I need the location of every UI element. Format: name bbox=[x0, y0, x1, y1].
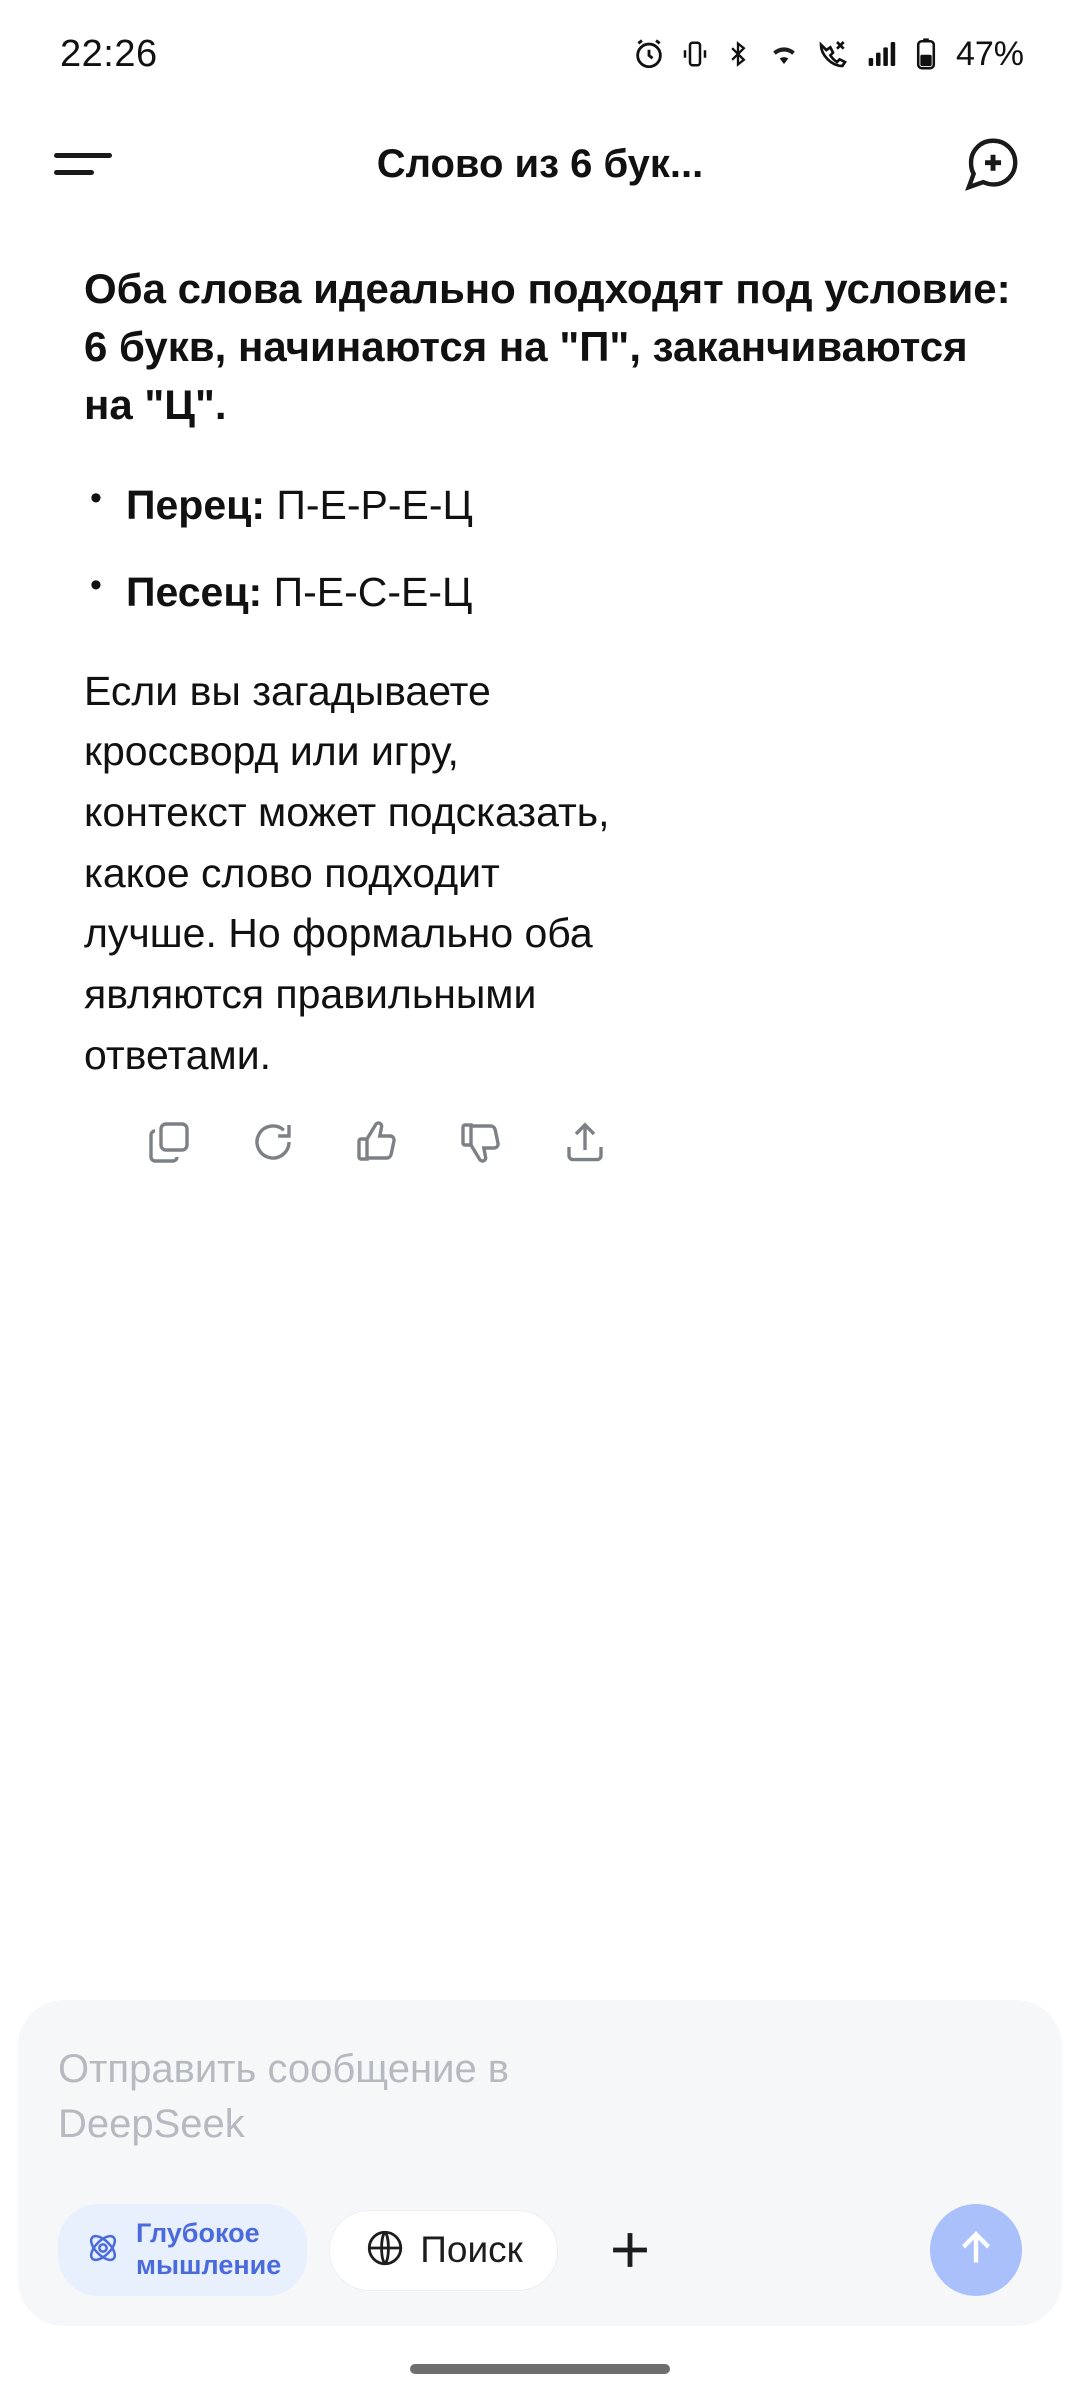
answer-bullet-list bbox=[84, 478, 1024, 621]
vibrate-icon bbox=[680, 38, 710, 70]
search-label: Поиск bbox=[420, 2229, 523, 2270]
system-gesture-bar bbox=[410, 2364, 670, 2374]
hamburger-menu-icon[interactable] bbox=[54, 128, 126, 200]
status-bar-icons bbox=[632, 35, 1024, 74]
answer-paragraph: Если вы загадываете кроссворд или игру, контекст может подсказать, какое слово подходит лучше. Но формально оба являются правильными ответами. bbox=[84, 667, 610, 1078]
page-title: Слово из 6 бук... bbox=[376, 141, 704, 186]
battery-percentage: 47% bbox=[955, 34, 1024, 73]
atom-icon bbox=[84, 2229, 122, 2272]
attach-plus-icon[interactable] bbox=[594, 2214, 666, 2286]
thumbs-down-icon[interactable] bbox=[452, 1113, 510, 1171]
deep-think-label-line1: Глубокое bbox=[136, 2218, 260, 2249]
list-item-value: П-Е-Р-Е-Ц bbox=[276, 481, 473, 528]
list-item bbox=[84, 565, 1024, 620]
conversation-area bbox=[0, 220, 1080, 1171]
status-bar bbox=[0, 0, 1080, 108]
bluetooth-icon bbox=[724, 38, 752, 70]
share-icon[interactable] bbox=[556, 1113, 614, 1171]
deep-think-label bbox=[136, 2218, 281, 2282]
message-input-placeholder[interactable]: Отправить сообщение в DeepSeek bbox=[58, 2046, 510, 2146]
answer-heading: Оба слова идеально подходят под условие: 6 букв, начинаются на "П", заканчиваются на "Ц". bbox=[84, 265, 1011, 428]
list-item-term: Перец: bbox=[126, 481, 265, 528]
missed-call-icon bbox=[816, 38, 850, 70]
deep-think-toggle[interactable] bbox=[58, 2204, 307, 2296]
list-item bbox=[84, 478, 1024, 533]
deep-think-label-line2: мышление bbox=[136, 2250, 282, 2280]
arrow-up-icon bbox=[951, 2223, 1001, 2278]
wifi-icon bbox=[766, 38, 802, 70]
globe-icon bbox=[364, 2227, 406, 2274]
list-item-value: П-Е-С-Е-Ц bbox=[273, 569, 473, 616]
new-chat-plus-icon[interactable] bbox=[958, 130, 1026, 198]
thumbs-up-icon[interactable] bbox=[348, 1113, 406, 1171]
search-toggle[interactable] bbox=[329, 2210, 558, 2291]
status-bar-clock: 22:26 bbox=[60, 32, 158, 75]
copy-icon[interactable] bbox=[140, 1113, 198, 1171]
list-item-term: Песец: bbox=[126, 569, 263, 616]
message-actions bbox=[140, 1113, 1024, 1171]
app-bar bbox=[0, 108, 1080, 220]
battery-icon bbox=[914, 37, 938, 71]
composer-toolbar bbox=[58, 2204, 1022, 2296]
cellular-signal-icon bbox=[864, 38, 900, 70]
regenerate-icon[interactable] bbox=[244, 1113, 302, 1171]
message-composer[interactable] bbox=[18, 2000, 1062, 2326]
alarm-icon bbox=[632, 37, 666, 71]
send-button[interactable] bbox=[930, 2204, 1022, 2296]
